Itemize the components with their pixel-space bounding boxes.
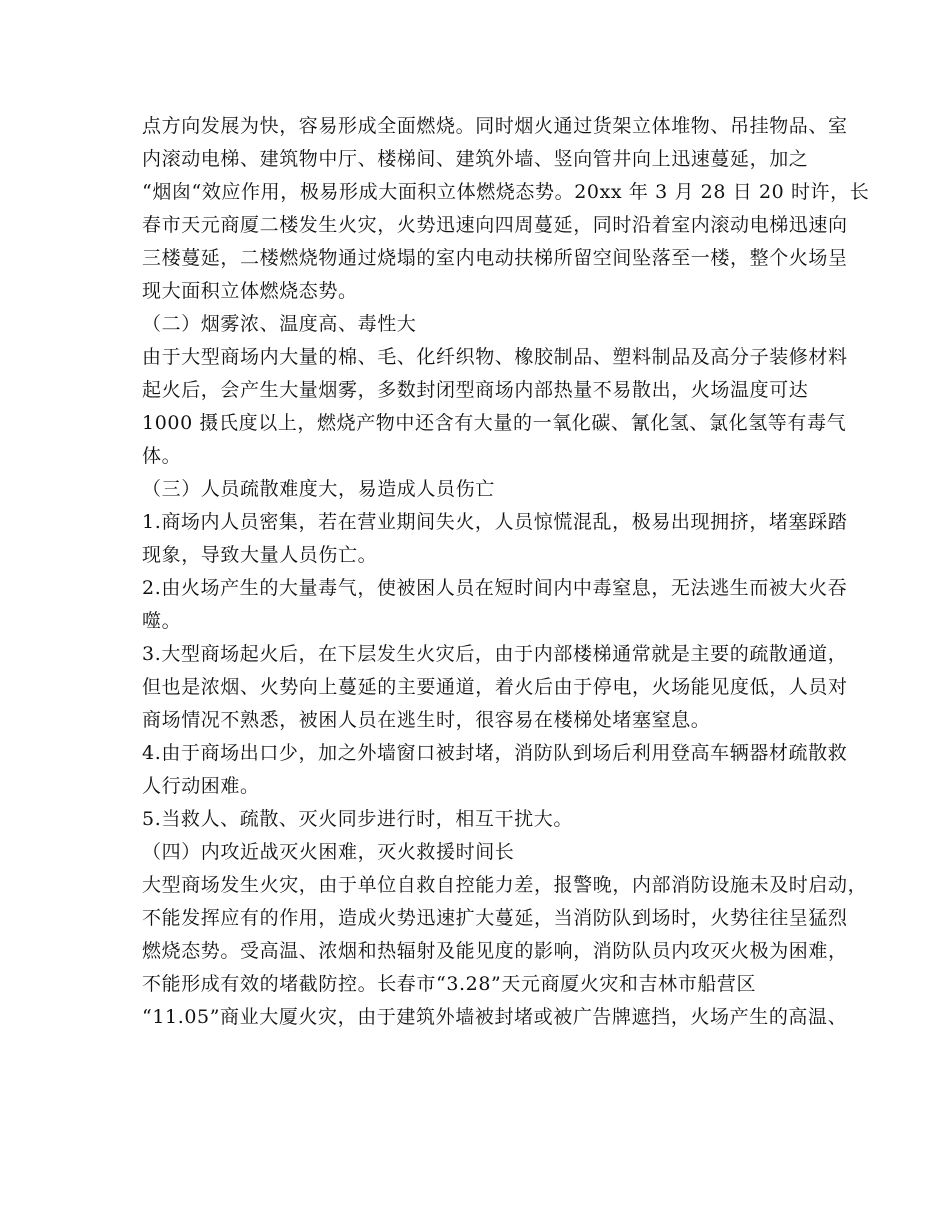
text-line: 商场情况不熟悉，被困人员在逃生时，很容易在楼梯处堵塞窒息。: [142, 709, 711, 731]
text-line: 体。: [142, 445, 182, 467]
text-line: 大型商场发生火灾，由于单位自救自控能力差，报警晚，内部消防设施未及时启动，: [142, 874, 868, 896]
list-item-line: 3.大型商场起火后，在下层发生火灾后，由于内部楼梯通常就是主要的疏散通道，: [142, 643, 848, 665]
list-item-line: 1.商场内人员密集，若在营业期间失火，人员惊慌混乱，极易出现拥挤，堵塞踩踏: [142, 511, 848, 533]
text-line: 由于大型商场内大量的棉、毛、化纤织物、橡胶制品、塑料制品及高分子装修材料: [142, 346, 848, 368]
text-line: 燃烧态势。受高温、浓烟和热辐射及能见度的影响，消防队员内攻灭火极为困难，: [142, 940, 848, 962]
text-line: 点方向发展为快，容易形成全面燃烧。同时烟火通过货架立体堆物、吊挂物品、室: [142, 115, 848, 137]
text-line: 人行动困难。: [142, 775, 260, 797]
text-line: 1000 摄氏度以上，燃烧产物中还含有大量的一氧化碳、氰化氢、氯化氢等有毒气: [142, 412, 847, 434]
section-heading: （四）内攻近战灭火困难，灭火救援时间长: [142, 841, 515, 863]
section-heading: （二）烟雾浓、温度高、毒性大: [142, 313, 417, 335]
document-page: [142, 110, 870, 1034]
text-line: 三楼蔓延，二楼燃烧物通过烧塌的室内电动扶梯所留空间坠落至一楼，整个火场呈: [142, 247, 848, 269]
text-line: “烟囱“效应作用，极易形成大面积立体燃烧态势。20xx 年 3 月 28 日 20 时许，长: [142, 181, 870, 203]
text-line: 现象，导致大量人员伤亡。: [142, 544, 378, 566]
text-line: 不能发挥应有的作用，造成火势迅速扩大蔓延，当消防队到场时，火势往往呈猛烈: [142, 907, 848, 929]
text-line: 现大面积立体燃烧态势。: [142, 280, 358, 302]
list-item-line: 2.由火场产生的大量毒气，使被困人员在短时间内中毒窒息，无法逃生而被大火吞: [142, 577, 848, 599]
text-line: “11.05”商业大厦火灾，由于建筑外墙被封堵或被广告牌遮挡，火场产生的高温、: [142, 1006, 848, 1028]
text-line: 内滚动电梯、建筑物中厅、楼梯间、建筑外墙、竖向管井向上迅速蔓延，加之: [142, 148, 809, 170]
list-item-line: 5.当救人、疏散、灭火同步进行时，相互干扰大。: [142, 808, 573, 830]
section-heading: （三）人员疏散难度大，易造成人员伤亡: [142, 478, 495, 500]
text-line: 春市天元商厦二楼发生火灾，火势迅速向四周蔓延，同时沿着室内滚动电梯迅速向: [142, 214, 848, 236]
list-item-line: 4.由于商场出口少，加之外墙窗口被封堵，消防队到场后利用登高车辆器材疏散救: [142, 742, 848, 764]
text-line: 不能形成有效的堵截防控。长春市“3.28”天元商厦火灾和吉林市船营区: [142, 973, 757, 995]
text-line: 噬。: [142, 610, 182, 632]
text-line: 起火后，会产生大量烟雾，多数封闭型商场内部热量不易散出，火场温度可达: [142, 379, 809, 401]
text-line: 但也是浓烟、火势向上蔓延的主要通道，着火后由于停电，火场能见度低，人员对: [142, 676, 848, 698]
